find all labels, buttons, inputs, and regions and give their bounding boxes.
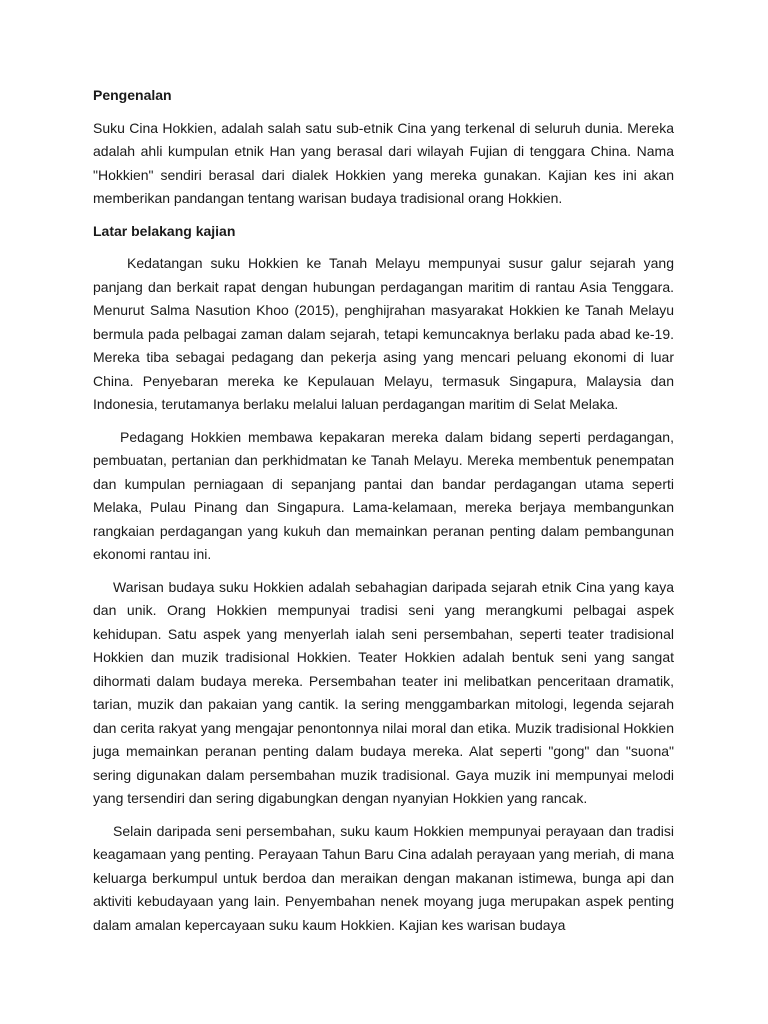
heading-latar-belakang: Latar belakang kajian	[93, 222, 236, 239]
heading-pengenalan: Pengenalan	[93, 87, 172, 103]
paragraph-warisan: Warisan budaya suku Hokkien adalah sebahagian daripada sejarah etnik Cina yang kaya dan unik. Orang Hokkien mempunyai tradisi seni yang merangkumi pelbagai aspek kehidupan. Satu aspek yang menyerlah ialah seni persembahan, seperti teater tradisional Hokkien dan muzik tradisional Hokkien. Teater Hokkien adalah bentuk seni yang sangat dihormati dalam budaya mereka. Persembahan teater ini melibatkan penceritaan dramatik, tarian, muzik dan pakaian yang cantik. Ia sering menggambarkan mitologi, legenda sejarah dan cerita rakyat yang mengajar penontonnya nilai moral dan etika. Muzik tradisional Hokkien juga memainkan peranan penting dalam budaya mereka. Alat seperti "gong" dan "suona" sering digunakan dalam persembahan muzik tradisional. Gaya muzik ini mempunyai melodi yang tersendiri dan sering digabungkan dengan nyanyian Hokkien yang rancak.	[93, 578, 674, 806]
paragraph-perayaan: Selain daripada seni persembahan, suku kaum Hokkien mempunyai perayaan dan tradisi keagamaan yang penting. Perayaan Tahun Baru Cina adalah perayaan yang meriah, di mana keluarga berkumpul untuk berdoa dan meraikan dengan makanan istimewa, bunga api dan aktiviti kebudayaan yang lain. Penyembahan nenek moyang juga merupakan aspek penting dalam amalan kepercayaan suku kaum Hokkien. Kajian kes warisan budaya	[93, 822, 674, 933]
paragraph-pedagang: Pedagang Hokkien membawa kepakaran mereka dalam bidang seperti perdagangan, pembuatan, pertanian dan perkhidmatan ke Tanah Melayu. Mereka membentuk penempatan dan kumpulan perniagaan di sepanjang pantai dan bandar perdagangan utama seperti Melaka, Pulau Pinang dan Singapura. Lama-kelamaan, mereka berjaya membangunkan rangkaian perdagangan yang kukuh dan memainkan peranan penting dalam pembangunan ekonomi rantau ini.	[93, 428, 674, 562]
paragraph-kedatangan: Kedatangan suku Hokkien ke Tanah Melayu mempunyai susur galur sejarah yang panjang dan berkait rapat dengan hubungan perdagangan maritim di rantau Asia Tenggara. Menurut Salma Nasution Khoo (2015), penghijrahan masyarakat Hokkien ke Tanah Melayu bermula pada pelbagai zaman dalam sejarah, tetapi kemuncaknya berlaku pada abad ke-19. Mereka tiba sebagai pedagang dan pekerja asing yang mencari peluang ekonomi di luar China. Penyebaran mereka ke Kepulauan Melayu, termasuk Singapura, Malaysia dan Indonesia, terutamanya berlaku melalui laluan perdagangan maritim di Selat Melaka.	[93, 255, 674, 412]
document-page	[93, 84, 674, 937]
paragraph-intro: Suku Cina Hokkien, adalah salah satu sub-etnik Cina yang terkenal di seluruh dunia. Mereka adalah ahli kumpulan etnik Han yang berasal dari wilayah Fujian di tenggara China. Nama "Hokkien" sendiri berasal dari dialek Hokkien yang mereka gunakan. Kajian kes ini akan memberikan pandangan tentang warisan budaya tradisional orang Hokkien.	[93, 119, 674, 206]
